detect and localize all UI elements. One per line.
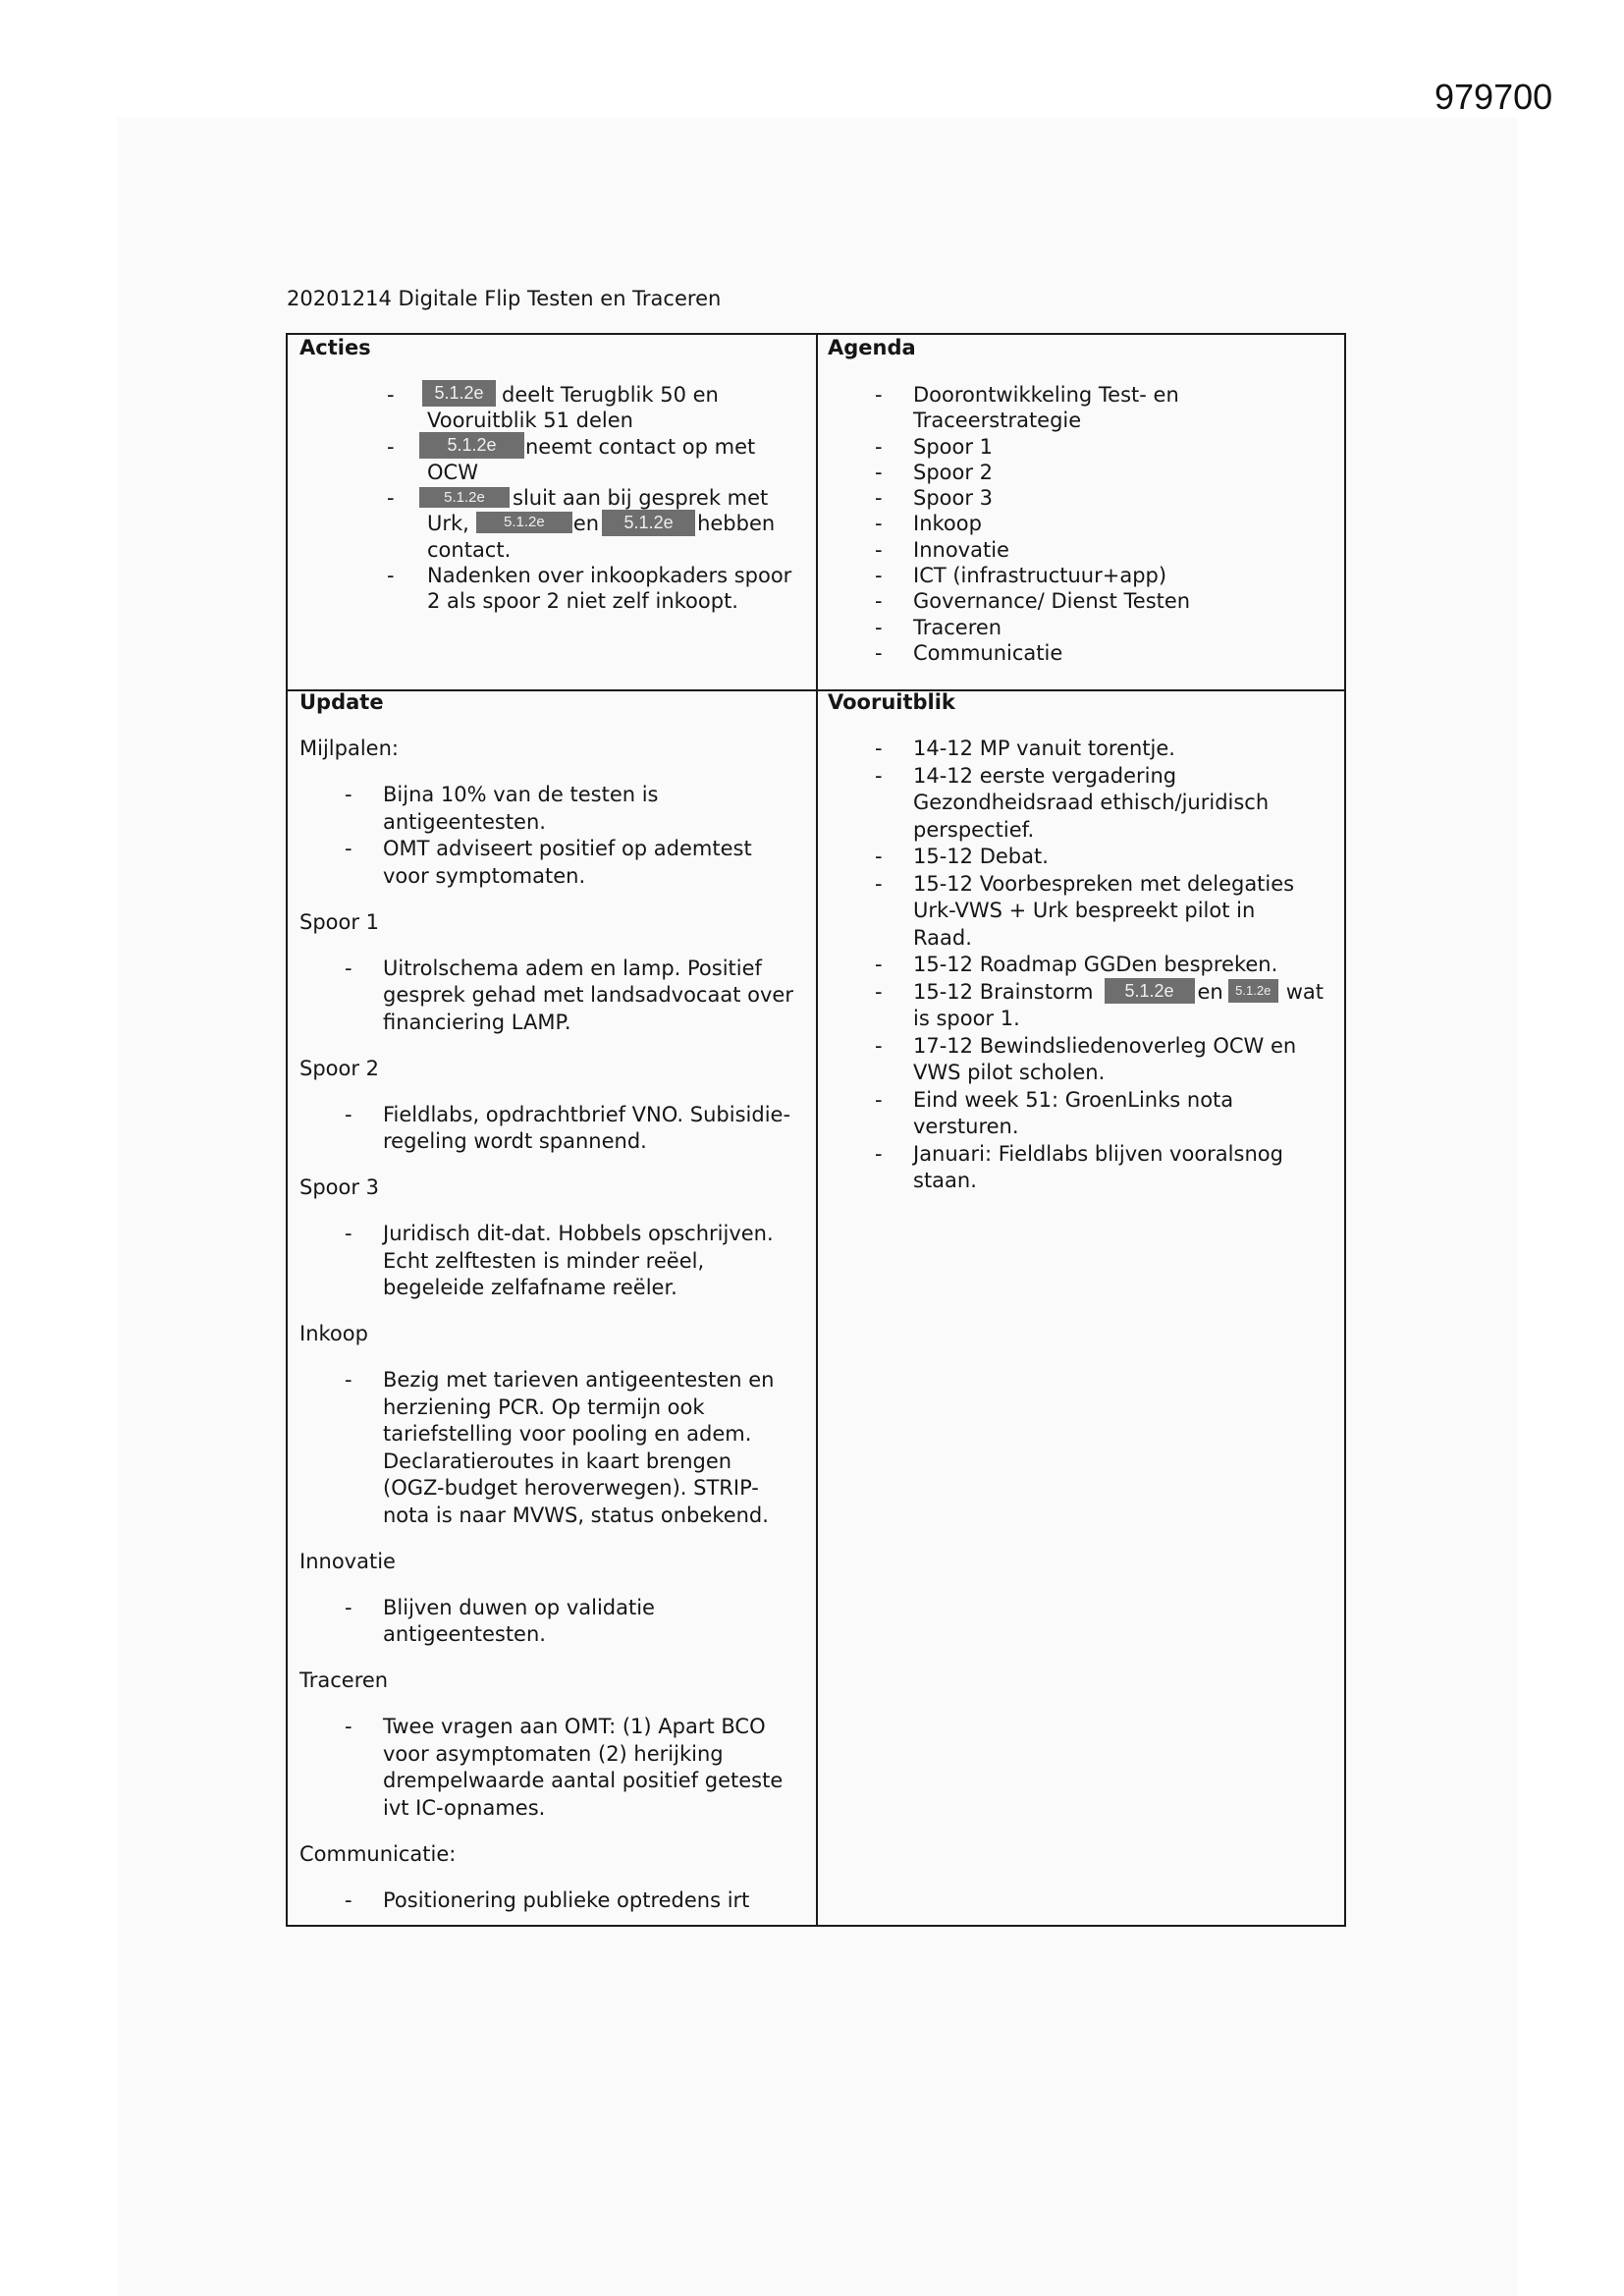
line-text: 15-12 Voorbespreken met delegaties bbox=[913, 871, 1295, 896]
list-item bbox=[828, 736, 1336, 763]
item-line bbox=[383, 956, 814, 983]
item-line bbox=[383, 1367, 814, 1394]
line-text: nota is naar MVWS, status onbekend. bbox=[383, 1503, 769, 1527]
line-text: deelt Terugblik 50 en bbox=[502, 382, 719, 407]
line-text: ICT (infrastructuur+app) bbox=[913, 564, 1167, 588]
line-text: 15-12 Debat. bbox=[913, 845, 1049, 868]
item-line bbox=[427, 434, 814, 460]
item-line bbox=[383, 1595, 814, 1622]
item-line bbox=[913, 434, 1336, 460]
bullet-dash: - bbox=[875, 979, 883, 1004]
item-line bbox=[427, 485, 814, 511]
line-text: Traceren bbox=[913, 615, 1002, 639]
line-text: staan. bbox=[913, 1169, 977, 1192]
line-text: Spoor 3 bbox=[913, 486, 994, 511]
line-text: Governance/ Dienst Testen bbox=[913, 589, 1191, 614]
item-line bbox=[913, 537, 1336, 563]
update-section bbox=[299, 1321, 814, 1529]
item-line bbox=[913, 485, 1336, 511]
item-line bbox=[383, 782, 814, 809]
item-line bbox=[383, 836, 814, 863]
list-item bbox=[299, 1102, 814, 1156]
line-text: Bijna 10% van de testen is bbox=[383, 783, 659, 806]
item-line bbox=[383, 1768, 814, 1795]
redaction-box: 5.1.2e bbox=[422, 380, 496, 407]
line-text: en bbox=[572, 512, 600, 536]
redaction-box: 5.1.2e bbox=[602, 510, 695, 536]
line-text: Januari: Fieldlabs blijven vooralsnog bbox=[913, 1141, 1283, 1166]
item-line bbox=[383, 863, 814, 891]
cell-agenda bbox=[828, 335, 1336, 666]
bullet-dash: - bbox=[345, 837, 352, 860]
section-list bbox=[299, 1102, 814, 1156]
line-text: VWS pilot scholen. bbox=[913, 1061, 1106, 1084]
item-line bbox=[383, 1248, 814, 1276]
list-item bbox=[828, 979, 1336, 1033]
item-line bbox=[383, 1128, 814, 1156]
item-line bbox=[383, 1221, 814, 1248]
agenda-list bbox=[828, 382, 1336, 666]
redaction-box: 5.1.2e bbox=[419, 432, 524, 459]
line-text: 15-12 Brainstorm bbox=[913, 979, 1094, 1004]
line-text: Twee vragen aan OMT: (1) Apart BCO bbox=[383, 1715, 766, 1738]
list-item bbox=[299, 1714, 814, 1822]
list-item bbox=[299, 956, 814, 1037]
section-list bbox=[299, 782, 814, 890]
update-section bbox=[299, 1175, 814, 1302]
line-text: 15-12 Roadmap GGDen bespreken. bbox=[913, 953, 1278, 976]
update-section bbox=[299, 1056, 814, 1156]
table-divider-vertical bbox=[816, 335, 818, 1925]
line-text: Doorontwikkeling Test- en bbox=[913, 382, 1179, 407]
section-list bbox=[299, 1714, 814, 1822]
list-item bbox=[828, 871, 1336, 953]
update-section bbox=[299, 1841, 814, 1915]
list-item bbox=[299, 836, 814, 890]
item-line bbox=[383, 1621, 814, 1649]
bullet-dash: - bbox=[875, 640, 883, 665]
cell-update bbox=[299, 689, 814, 1914]
item-line bbox=[383, 1714, 814, 1741]
section-list bbox=[299, 956, 814, 1037]
line-text: Eind week 51: GroenLinks nota bbox=[913, 1087, 1234, 1112]
item-line bbox=[913, 382, 1336, 408]
item-line bbox=[913, 1060, 1336, 1087]
update-sections bbox=[299, 736, 814, 1914]
list-item bbox=[828, 485, 1336, 511]
update-section bbox=[299, 909, 814, 1037]
line-text: Bezig met tarieven antigeentesten en bbox=[383, 1368, 775, 1392]
line-text: perspectief. bbox=[913, 817, 1035, 842]
section-label: Communicatie: bbox=[299, 1841, 457, 1866]
bullet-dash: - bbox=[875, 1033, 883, 1058]
item-line bbox=[383, 1394, 814, 1422]
bullet-dash: - bbox=[345, 1715, 352, 1738]
item-line bbox=[913, 898, 1336, 925]
list-item bbox=[828, 1087, 1336, 1141]
cell-heading-vooruitblik: Vooruitblik bbox=[828, 690, 955, 714]
line-text: Echt zelftesten is minder reëel, bbox=[383, 1248, 705, 1273]
list-item bbox=[828, 640, 1336, 666]
item-line bbox=[913, 1087, 1336, 1115]
section-label: Spoor 1 bbox=[299, 909, 380, 934]
item-line bbox=[913, 844, 1336, 871]
list-item bbox=[299, 782, 814, 836]
list-item bbox=[299, 434, 814, 486]
bullet-dash: - bbox=[345, 1222, 352, 1245]
section-list bbox=[299, 1221, 814, 1302]
line-text: 17-12 Bewindsliedenoverleg OCW en bbox=[913, 1033, 1297, 1058]
item-line bbox=[913, 615, 1336, 640]
list-item bbox=[299, 485, 814, 563]
item-line bbox=[913, 460, 1336, 485]
item-line bbox=[427, 511, 814, 536]
line-text: begeleide zelfafname reëler. bbox=[383, 1276, 677, 1299]
cell-vooruitblik bbox=[828, 689, 1336, 1195]
bullet-dash: - bbox=[875, 1087, 883, 1112]
bullet-dash: - bbox=[875, 737, 883, 760]
list-item bbox=[828, 1141, 1336, 1195]
list-item bbox=[828, 615, 1336, 640]
line-text: Declaratieroutes in kaart brengen bbox=[383, 1449, 732, 1473]
list-item bbox=[828, 537, 1336, 563]
section-label: Inkoop bbox=[299, 1322, 368, 1345]
item-line bbox=[427, 382, 814, 408]
list-item bbox=[828, 1033, 1336, 1087]
item-line bbox=[427, 563, 814, 588]
line-text: Urk, bbox=[427, 512, 469, 536]
line-text: hebben bbox=[697, 512, 776, 536]
vooruitblik-list bbox=[828, 736, 1336, 1195]
cell-acties bbox=[299, 335, 814, 615]
redaction-box: 5.1.2e bbox=[1228, 979, 1278, 1003]
line-text: en bbox=[1197, 979, 1223, 1004]
list-item bbox=[828, 952, 1336, 979]
bullet-dash: - bbox=[875, 589, 883, 614]
bullet-dash: - bbox=[387, 382, 395, 407]
bullet-dash: - bbox=[875, 615, 883, 639]
item-line bbox=[913, 408, 1336, 433]
line-text: voor asymptomaten (2) herijking bbox=[383, 1741, 724, 1766]
list-item bbox=[828, 511, 1336, 536]
item-line bbox=[383, 1275, 814, 1302]
bullet-dash: - bbox=[387, 564, 395, 588]
item-line bbox=[913, 817, 1336, 845]
bullet-dash: - bbox=[387, 434, 395, 459]
document-number: 979700 bbox=[1435, 77, 1553, 117]
line-text: Positionering publieke optredens irt bbox=[383, 1887, 750, 1912]
list-item bbox=[828, 382, 1336, 434]
bullet-dash: - bbox=[875, 460, 883, 484]
item-line bbox=[427, 588, 814, 614]
bullet-dash: - bbox=[875, 1141, 883, 1166]
update-section bbox=[299, 1549, 814, 1649]
bullet-dash: - bbox=[875, 486, 883, 511]
line-text: antigeentesten. bbox=[383, 1622, 546, 1646]
line-text: gesprek gehad met landsadvocaat over bbox=[383, 983, 793, 1007]
bullet-dash: - bbox=[875, 512, 883, 536]
update-section bbox=[299, 736, 814, 890]
item-line bbox=[913, 1006, 1336, 1033]
line-text: ivt IC-opnames. bbox=[383, 1795, 546, 1820]
item-line bbox=[383, 982, 814, 1010]
line-text: versturen. bbox=[913, 1115, 1019, 1138]
section-label: Mijlpalen: bbox=[299, 737, 399, 760]
line-text: Inkoop bbox=[913, 512, 982, 536]
line-text: OCW bbox=[427, 460, 478, 484]
bullet-dash: - bbox=[875, 434, 883, 459]
bullet-dash: - bbox=[345, 1368, 352, 1392]
list-item bbox=[299, 1887, 814, 1915]
bullet-dash: - bbox=[875, 763, 883, 788]
line-text: antigeentesten. bbox=[383, 809, 546, 834]
list-item bbox=[828, 763, 1336, 845]
section-label: Spoor 2 bbox=[299, 1056, 380, 1080]
redaction-box: 5.1.2e bbox=[419, 487, 510, 508]
bullet-dash: - bbox=[345, 1102, 352, 1126]
item-line bbox=[383, 1421, 814, 1449]
item-line bbox=[383, 1449, 814, 1476]
list-item bbox=[828, 460, 1336, 485]
item-line bbox=[383, 1475, 814, 1503]
line-text: is spoor 1. bbox=[913, 1007, 1020, 1030]
item-line bbox=[427, 460, 814, 485]
item-line bbox=[427, 408, 814, 433]
line-text: herziening PCR. Op termijn ook bbox=[383, 1394, 705, 1419]
item-line bbox=[383, 1741, 814, 1769]
item-line bbox=[913, 790, 1336, 817]
section-label: Traceren bbox=[299, 1668, 389, 1692]
bullet-dash: - bbox=[875, 845, 883, 868]
item-line bbox=[913, 563, 1336, 588]
item-line bbox=[913, 1114, 1336, 1141]
line-text: 2 als spoor 2 niet zelf inkoopt. bbox=[427, 589, 738, 614]
bullet-dash: - bbox=[345, 956, 352, 980]
line-text: (OGZ-budget heroverwegen). STRIP- bbox=[383, 1476, 759, 1500]
bullet-dash: - bbox=[875, 953, 883, 976]
item-line bbox=[913, 736, 1336, 763]
item-line bbox=[913, 979, 1336, 1007]
cell-heading-acties: Acties bbox=[299, 336, 371, 359]
bullet-dash: - bbox=[345, 1887, 352, 1912]
item-line bbox=[913, 511, 1336, 536]
list-item bbox=[299, 1595, 814, 1649]
bullet-dash: - bbox=[345, 1595, 352, 1619]
section-label: Spoor 3 bbox=[299, 1175, 380, 1199]
line-text: wat bbox=[1285, 979, 1325, 1004]
list-item bbox=[828, 563, 1336, 588]
item-line bbox=[383, 1010, 814, 1037]
line-text: Fieldlabs, opdrachtbrief VNO. Subisidie- bbox=[383, 1102, 791, 1126]
line-text: Spoor 1 bbox=[913, 434, 994, 459]
bullet-dash: - bbox=[875, 871, 883, 896]
item-line bbox=[383, 1503, 814, 1530]
line-text: Urk-VWS + Urk bespreekt pilot in bbox=[913, 899, 1256, 922]
list-item bbox=[299, 1367, 814, 1529]
line-text: contact. bbox=[427, 537, 512, 562]
line-text: 14-12 eerste vergadering bbox=[913, 763, 1177, 788]
line-text: Communicatie bbox=[913, 640, 1063, 665]
item-line bbox=[913, 1033, 1336, 1061]
line-text: 14-12 MP vanuit torentje. bbox=[913, 737, 1175, 760]
line-text: Traceerstrategie bbox=[913, 409, 1082, 433]
item-line bbox=[913, 871, 1336, 899]
line-text: drempelwaarde aantal positief geteste bbox=[383, 1769, 784, 1792]
item-line bbox=[913, 1141, 1336, 1169]
item-line bbox=[913, 1168, 1336, 1195]
item-line bbox=[383, 809, 814, 837]
line-text: Raad. bbox=[913, 925, 972, 950]
list-item bbox=[828, 434, 1336, 460]
list-item bbox=[299, 382, 814, 434]
line-text: neemt contact op met bbox=[525, 434, 756, 459]
line-text: voor symptomaten. bbox=[383, 863, 586, 888]
section-list bbox=[299, 1367, 814, 1529]
list-item bbox=[299, 1221, 814, 1302]
line-text: Spoor 2 bbox=[913, 460, 994, 484]
section-list bbox=[299, 1595, 814, 1649]
bullet-dash: - bbox=[875, 382, 883, 407]
redaction-box: 5.1.2e bbox=[476, 512, 572, 533]
bullet-dash: - bbox=[387, 486, 395, 511]
line-text: sluit aan bij gesprek met bbox=[513, 486, 769, 511]
item-line bbox=[913, 763, 1336, 791]
item-line bbox=[913, 925, 1336, 953]
list-item bbox=[299, 563, 814, 615]
line-text: OMT adviseert positief op ademtest bbox=[383, 837, 752, 860]
section-label: Innovatie bbox=[299, 1549, 396, 1573]
item-line bbox=[383, 1795, 814, 1823]
cell-heading-update: Update bbox=[299, 690, 384, 714]
item-line bbox=[913, 952, 1336, 979]
list-item bbox=[828, 844, 1336, 871]
bullet-dash: - bbox=[875, 564, 883, 588]
line-text: Nadenken over inkoopkaders spoor bbox=[427, 564, 792, 588]
line-text: Uitrolschema adem en lamp. Positief bbox=[383, 956, 762, 980]
list-item bbox=[828, 588, 1336, 614]
line-text: tariefstelling voor pooling en adem. bbox=[383, 1422, 752, 1446]
item-line bbox=[427, 537, 814, 563]
line-text: Innovatie bbox=[913, 537, 1009, 562]
acties-list bbox=[299, 382, 814, 615]
item-line bbox=[913, 640, 1336, 666]
bullet-dash: - bbox=[875, 537, 883, 562]
item-line bbox=[383, 1102, 814, 1129]
line-text: Blijven duwen op validatie bbox=[383, 1595, 655, 1619]
line-text: Gezondheidsraad ethisch/juridisch bbox=[913, 791, 1270, 814]
update-section bbox=[299, 1667, 814, 1822]
bullet-dash: - bbox=[345, 783, 352, 806]
item-line bbox=[383, 1887, 814, 1915]
minutes-table bbox=[286, 333, 1346, 1927]
item-line bbox=[913, 588, 1336, 614]
line-text: Vooruitblik 51 delen bbox=[427, 409, 633, 433]
document-title: 20201214 Digitale Flip Testen en Traceren bbox=[287, 287, 722, 310]
line-text: Juridisch dit-dat. Hobbels opschrijven. bbox=[383, 1222, 774, 1245]
line-text: financiering LAMP. bbox=[383, 1010, 571, 1034]
line-text: regeling wordt spannend. bbox=[383, 1129, 647, 1153]
section-list bbox=[299, 1887, 814, 1915]
redaction-box: 5.1.2e bbox=[1105, 978, 1195, 1004]
cell-heading-agenda: Agenda bbox=[828, 336, 916, 359]
